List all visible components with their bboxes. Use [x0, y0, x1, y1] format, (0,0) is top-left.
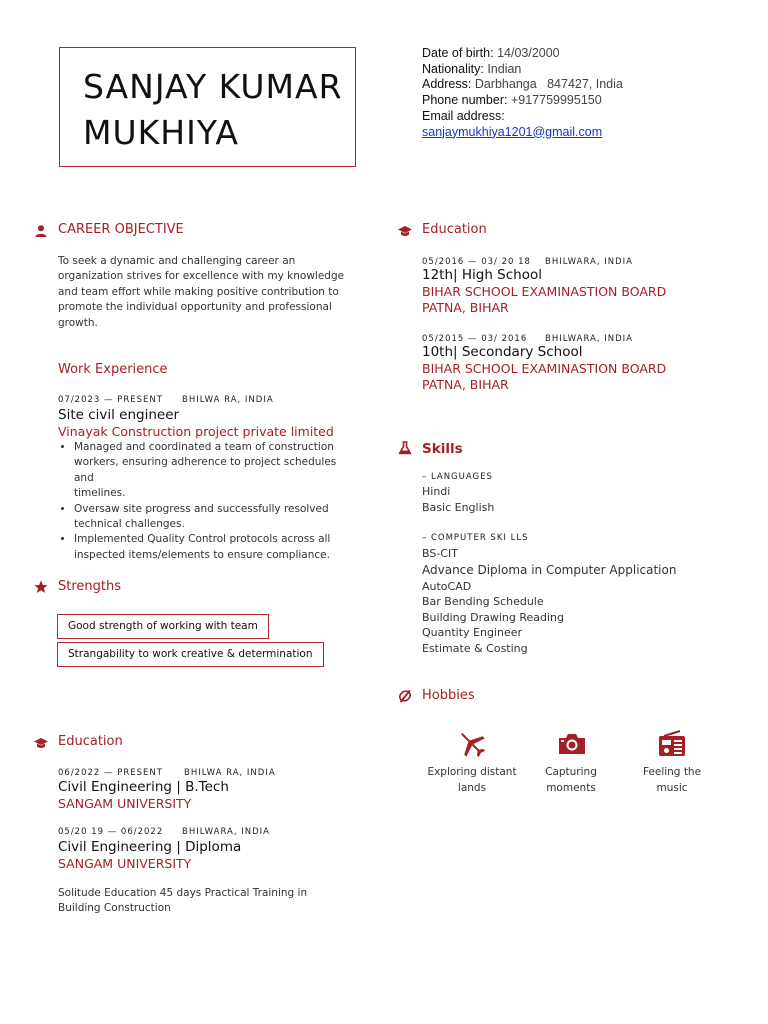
- edu-school-city: PATNA, BIHAR: [422, 300, 509, 315]
- language-item: Basic English: [422, 500, 495, 514]
- career-line: promote the individual opportunity and professional: [58, 301, 332, 314]
- dob-row: [422, 46, 623, 62]
- languages-heading: – LANGUAGES: [422, 472, 493, 482]
- edu-location: BHILWARA, INDIA: [545, 257, 633, 267]
- hobby-label: [521, 764, 621, 796]
- palette-icon: [398, 689, 412, 703]
- edu-degree: Civil Engineering | Diploma: [58, 839, 242, 855]
- address-row: [422, 77, 623, 93]
- edu-degree: 10th| Secondary School: [422, 344, 583, 360]
- edu-school: BIHAR SCHOOL EXAMINASTION BOARD: [422, 284, 667, 299]
- edu-location: BHILWA RA, INDIA: [184, 768, 276, 778]
- hobby-label-line: Capturing: [545, 766, 597, 778]
- career-objective-text: [58, 254, 344, 331]
- graduation-cap-icon: [34, 736, 48, 750]
- skill-item: Building Drawing Reading: [422, 610, 565, 624]
- dob-value: 14/03/2000: [497, 46, 560, 60]
- radio-icon: [656, 728, 688, 760]
- email-label: Email address:: [422, 108, 505, 123]
- work-experience-title: Work Experience: [58, 362, 168, 377]
- hobby-label-line: lands: [457, 782, 487, 794]
- hobby-label-line: music: [656, 782, 688, 794]
- phone-value: +917759995150: [510, 93, 602, 108]
- flask-icon: [398, 441, 412, 455]
- work-location: BHILWA RA, INDIA: [182, 395, 274, 405]
- hobby-label-line: Feeling the: [642, 766, 702, 778]
- work-bullets: [58, 440, 358, 563]
- nationality-label: Nationality:: [422, 61, 484, 76]
- hobby-label-line: Exploring distant: [427, 766, 517, 778]
- edu-degree: 12th| High School: [422, 267, 543, 283]
- training-line: Solitude Education 45 days Practical Training in: [58, 887, 308, 899]
- strength-pill: Strangability to work creative & determination: [57, 642, 324, 667]
- edu-date: 06/2022 — PRESENT: [58, 768, 163, 778]
- education-left-title: Education: [58, 734, 123, 749]
- email-link[interactable]: sanjaymukhiya1201@gmail.com: [422, 124, 603, 139]
- edu-school: SANGAM UNIVERSITY: [58, 856, 192, 871]
- training-note: [58, 886, 307, 917]
- strength-pill: Good strength of working with team: [57, 614, 269, 639]
- phone-row: [422, 93, 623, 109]
- hobby-label-line: moments: [546, 782, 596, 794]
- edu-school-city: PATNA, BIHAR: [422, 377, 509, 392]
- work-role: Site civil engineer: [58, 407, 180, 423]
- name-line-2: MUKHIYA: [83, 113, 239, 152]
- airplane-icon: [456, 728, 488, 760]
- computer-skills-heading: – COMPUTER SKI LLS: [422, 533, 529, 543]
- skills-title: Skills: [422, 441, 463, 457]
- skill-item: Quantity Engineer: [422, 626, 523, 640]
- work-bullet: • Oversaw site progress and successfully resolved technical challenges.: [74, 502, 358, 533]
- edu-degree: Civil Engineering | B.Tech: [58, 779, 229, 795]
- training-line: Building Construction: [58, 902, 171, 915]
- edu-location: BHILWARA, INDIA: [182, 827, 270, 837]
- skill-item: AutoCAD: [422, 579, 472, 593]
- skill-item: BS-CIT: [422, 547, 458, 560]
- hobby-label: [412, 764, 532, 796]
- languages-list: [422, 484, 494, 515]
- edu-date: 05/2015 — 03/ 2016: [422, 334, 528, 344]
- name-line-1: SANJAY KUMAR: [83, 67, 343, 106]
- address-value: Darbhanga 847427, India: [474, 77, 623, 92]
- person-icon: [34, 224, 48, 238]
- skill-item: Bar Bending Schedule: [422, 595, 544, 609]
- career-line: and team effort while making positive contribution to: [58, 285, 339, 298]
- work-org: Vinayak Construction project private limited: [58, 424, 334, 439]
- edu-school: SANGAM UNIVERSITY: [58, 796, 192, 811]
- computer-skills-list: [422, 546, 676, 657]
- career-line: growth.: [58, 316, 98, 329]
- dob-label: Date of birth:: [422, 46, 494, 60]
- hobby-label: [622, 764, 722, 796]
- work-date: 07/2023 — PRESENT: [58, 395, 163, 405]
- edu-location: BHILWARA, INDIA: [545, 334, 633, 344]
- work-bullet: • Managed and coordinated a team of construction workers, ensuring adherence to project schedules and timelines.: [74, 440, 358, 502]
- edu-school: BIHAR SCHOOL EXAMINASTION BOARD: [422, 361, 667, 376]
- nationality-row: [422, 62, 623, 78]
- skill-item: Advance Diploma in Computer Application: [422, 562, 677, 577]
- career-objective-title: CAREER OBJECTIVE: [58, 222, 184, 237]
- graduation-cap-icon: [398, 224, 412, 238]
- education-right-title: Education: [422, 222, 487, 237]
- strengths-title: Strengths: [58, 579, 122, 594]
- edu-date: 05/20 19 — 06/2022: [58, 827, 164, 837]
- career-line: organization strives for excellence with my knowledge: [58, 270, 345, 283]
- hobbies-title: Hobbies: [422, 688, 475, 703]
- work-bullet: • Implemented Quality Control protocols across all inspected items/elements to ensure compliance.: [74, 532, 358, 563]
- contact-info: [422, 46, 623, 140]
- address-label: Address:: [422, 77, 472, 92]
- phone-label: Phone number:: [422, 93, 508, 108]
- star-icon: [34, 580, 48, 594]
- language-item: Hindi: [422, 485, 451, 498]
- edu-date: 05/2016 — 03/ 20 18: [422, 257, 531, 267]
- candidate-name: [83, 64, 343, 156]
- nationality-value: Indian: [487, 61, 522, 76]
- skill-item: Estimate & Costing: [422, 641, 528, 655]
- career-line: To seek a dynamic and challenging career an: [58, 255, 296, 267]
- camera-icon: [556, 728, 588, 760]
